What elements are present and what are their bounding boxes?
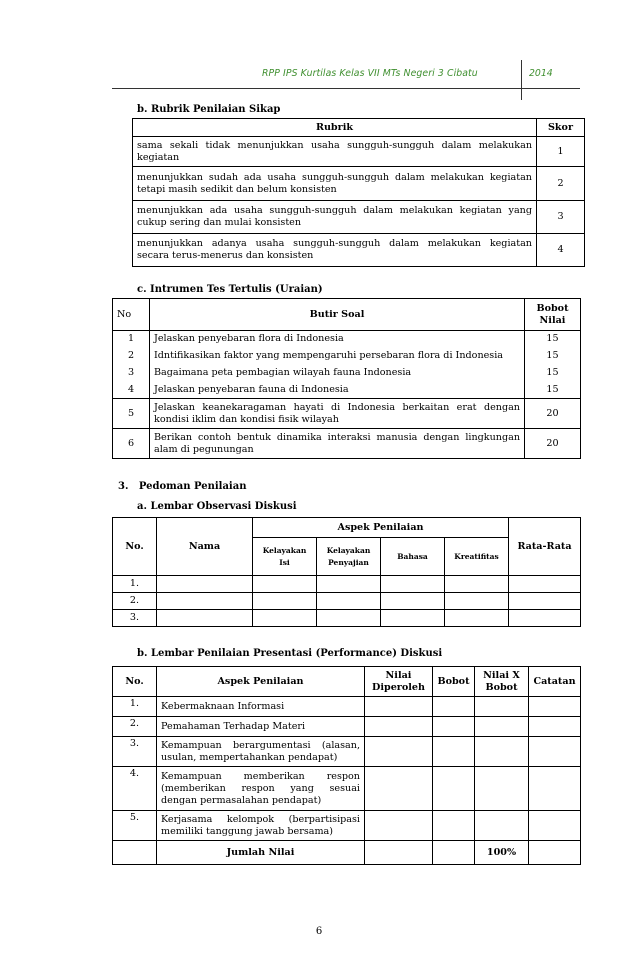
aspect-text: Kemampuan berargumentasi (alasan, usulan, mempertahankan pendapat) [157, 737, 365, 767]
rubrik-score: 4 [537, 234, 585, 267]
question-weight: 15 [525, 365, 581, 382]
empty-cell [365, 767, 433, 811]
question-weight: 20 [525, 399, 581, 429]
row-number: 6 [113, 429, 150, 459]
aspect-text: Pemahaman Terhadap Materi [157, 717, 365, 737]
column-header-nilai-x-bobot: Nilai X Bobot [475, 667, 529, 697]
column-header-aspek: Aspek Penilaian [253, 518, 509, 538]
table-row [133, 167, 585, 201]
table-row [113, 365, 581, 382]
table-header-row [113, 299, 581, 331]
empty-cell [509, 593, 581, 610]
row-number: 2. [113, 593, 157, 610]
table-row [113, 382, 581, 399]
row-number: 2 [113, 348, 150, 365]
table-row [133, 234, 585, 267]
empty-cell [253, 593, 317, 610]
presentasi-table [112, 666, 581, 865]
table-row [113, 348, 581, 365]
table-row [113, 811, 581, 841]
table-row [113, 767, 581, 811]
table-header-row [113, 518, 581, 538]
rubrik-table [132, 118, 585, 267]
aspect-text: Kebermaknaan Informasi [157, 697, 365, 717]
observasi-title: a. Lembar Observasi Diskusi [137, 501, 297, 512]
rubrik-text: menunjukkan adanya usaha sungguh-sungguh dalam melakukan kegiatan secara terus-menerus dan konsisten [133, 234, 537, 267]
empty-cell [365, 717, 433, 737]
question-text: Jelaskan keanekaragaman hayati di Indonesia berkaitan erat dengan kondisi iklim dan kondisi fisik wilayah [150, 399, 525, 429]
rubrik-score: 1 [537, 137, 585, 167]
empty-cell [529, 811, 581, 841]
column-header-nama: Nama [157, 518, 253, 576]
rubrik-text: menunjukkan sudah ada usaha sungguh-sungguh dalam melakukan kegiatan tetapi masih sedikit dan belum konsisten [133, 167, 537, 201]
empty-cell [445, 576, 509, 593]
header-rule [112, 88, 580, 89]
rubrik-text: menunjukkan ada usaha sungguh-sungguh dalam melakukan kegiatan yang cukup sering dan mulai konsisten [133, 201, 537, 234]
table-row [113, 697, 581, 717]
instrumen-table [112, 298, 581, 459]
table-header-row [113, 667, 581, 697]
empty-cell [253, 576, 317, 593]
empty-cell [381, 576, 445, 593]
empty-cell [529, 737, 581, 767]
rubrik-score: 2 [537, 167, 585, 201]
empty-cell [509, 610, 581, 627]
empty-cell [433, 767, 475, 811]
question-text: Bagaimana peta pembagian wilayah fauna Indonesia [150, 365, 525, 382]
row-number: 4. [113, 767, 157, 811]
column-header-nilai: Nilai Diperoleh [365, 667, 433, 697]
empty-cell [475, 697, 529, 717]
table-row [113, 429, 581, 459]
empty-cell [509, 576, 581, 593]
column-header-aspek: Aspek Penilaian [157, 667, 365, 697]
row-number: 1 [113, 331, 150, 348]
empty-cell [433, 717, 475, 737]
empty-cell [475, 737, 529, 767]
row-number: 2. [113, 717, 157, 737]
column-header-no: No [113, 299, 150, 331]
table-row [113, 717, 581, 737]
table-row [113, 610, 581, 627]
total-value: 100% [475, 841, 529, 865]
column-header-bobot: Bobot [433, 667, 475, 697]
empty-cell [433, 811, 475, 841]
rubrik-text: sama sekali tidak menunjukkan usaha sungguh-sungguh dalam melakukan kegiatan [133, 137, 537, 167]
page-number: 6 [315, 926, 323, 937]
aspect-text: Kemampuan memberikan respon (memberikan respon yang sesuai dengan permasalahan pendapat) [157, 767, 365, 811]
row-number: 3. [113, 737, 157, 767]
empty-cell [365, 811, 433, 841]
empty-cell [529, 697, 581, 717]
row-number: 4 [113, 382, 150, 399]
column-header-no: No. [113, 518, 157, 576]
column-header-no: No. [113, 667, 157, 697]
row-number: 5 [113, 399, 150, 429]
column-header-skor: Skor [537, 119, 585, 137]
empty-cell [157, 576, 253, 593]
presentasi-title: b. Lembar Penilaian Presentasi (Performance) Diskusi [137, 648, 443, 659]
question-weight: 15 [525, 348, 581, 365]
page-header [262, 60, 580, 90]
table-row [113, 737, 581, 767]
empty-cell [529, 717, 581, 737]
table-row [113, 593, 581, 610]
pedoman-title: 3. Pedoman Penilaian [118, 481, 247, 492]
empty-cell [157, 610, 253, 627]
table-row [113, 331, 581, 348]
row-number: 1. [113, 576, 157, 593]
empty-cell [157, 593, 253, 610]
empty-cell [529, 767, 581, 811]
column-header-kreatifitas: Kreatifitas [445, 538, 509, 576]
question-weight: 20 [525, 429, 581, 459]
question-text: Berikan contoh bentuk dinamika interaksi manusia dengan lingkungan alam di pegunungan [150, 429, 525, 459]
rubrik-score: 3 [537, 201, 585, 234]
question-text: Jelaskan penyebaran fauna di Indonesia [150, 382, 525, 399]
rubrik-title: b. Rubrik Penilaian Sikap [137, 104, 281, 115]
row-number: 5. [113, 811, 157, 841]
empty-cell [445, 593, 509, 610]
instrumen-title: c. Intrumen Tes Tertulis (Uraian) [137, 284, 323, 295]
column-header-bobot: Bobot Nilai [525, 299, 581, 331]
row-number: 3. [113, 610, 157, 627]
column-header-rata: Rata-Rata [509, 518, 581, 576]
empty-cell [475, 717, 529, 737]
empty-cell [475, 767, 529, 811]
column-header-bahasa: Bahasa [381, 538, 445, 576]
column-header-rubrik: Rubrik [133, 119, 537, 137]
empty-cell [365, 737, 433, 767]
empty-cell [317, 610, 381, 627]
empty-cell [381, 610, 445, 627]
table-row [113, 576, 581, 593]
observasi-table [112, 517, 581, 627]
empty-cell [253, 610, 317, 627]
row-number: 1. [113, 697, 157, 717]
table-header-row [133, 119, 585, 137]
column-header-catatan: Catatan [529, 667, 581, 697]
empty-cell [365, 841, 433, 865]
header-title: RPP IPS Kurtilas Kelas VII MTs Negeri 3 Cibatu [262, 68, 478, 79]
empty-cell [445, 610, 509, 627]
header-year: 2014 [529, 68, 553, 79]
table-row [113, 399, 581, 429]
question-text: Jelaskan penyebaran flora di Indonesia [150, 331, 525, 348]
table-total-row [113, 841, 581, 865]
column-header-kelayakan-isi: Kelayakan Isi [253, 538, 317, 576]
table-row [133, 201, 585, 234]
empty-cell [113, 841, 157, 865]
total-label: Jumlah Nilai [157, 841, 365, 865]
column-header-butir: Butir Soal [150, 299, 525, 331]
empty-cell [475, 811, 529, 841]
header-separator [521, 60, 522, 100]
row-number: 3 [113, 365, 150, 382]
empty-cell [317, 576, 381, 593]
aspect-text: Kerjasama kelompok (berpartisipasi memiliki tanggung jawab bersama) [157, 811, 365, 841]
empty-cell [433, 697, 475, 717]
empty-cell [433, 737, 475, 767]
question-text: Idntifikasikan faktor yang mempengaruhi persebaran flora di Indonesia [150, 348, 525, 365]
empty-cell [317, 593, 381, 610]
empty-cell [365, 697, 433, 717]
question-weight: 15 [525, 382, 581, 399]
question-weight: 15 [525, 331, 581, 348]
empty-cell [529, 841, 581, 865]
column-header-kelayakan-penyajian: Kelayakan Penyajian [317, 538, 381, 576]
empty-cell [381, 593, 445, 610]
table-row [133, 137, 585, 167]
empty-cell [433, 841, 475, 865]
